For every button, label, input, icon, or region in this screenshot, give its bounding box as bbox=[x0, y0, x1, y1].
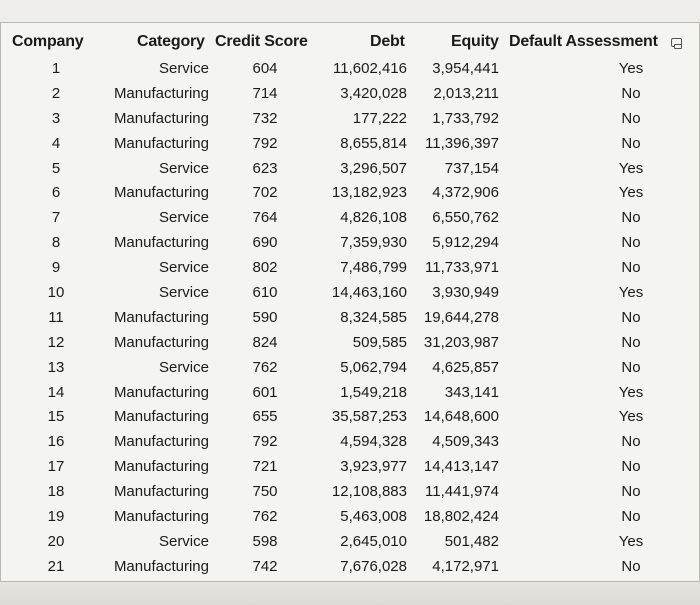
credit-score-cell[interactable]: 714 bbox=[252, 84, 278, 102]
default-assessment-cell[interactable]: No bbox=[621, 234, 641, 252]
debt-cell[interactable]: 509,585 bbox=[352, 333, 407, 351]
debt-cell[interactable]: 13,182,923 bbox=[331, 184, 407, 202]
credit-score-cell[interactable]: 610 bbox=[252, 284, 278, 302]
table-row[interactable] bbox=[1, 455, 700, 480]
credit-score-cell[interactable]: 762 bbox=[252, 358, 278, 376]
category-cell[interactable]: Service bbox=[158, 159, 209, 177]
default-assessment-cell[interactable]: No bbox=[621, 557, 641, 575]
credit-score-cell[interactable]: 792 bbox=[252, 433, 278, 451]
debt-cell[interactable]: 8,324,585 bbox=[340, 308, 407, 326]
default-assessment-cell[interactable]: No bbox=[621, 333, 641, 351]
equity-cell[interactable]: 2,013,211 bbox=[433, 84, 499, 102]
equity-cell[interactable]: 1,733,792 bbox=[432, 109, 499, 127]
company-cell[interactable]: 10 bbox=[47, 284, 65, 302]
debt-cell[interactable]: 4,826,108 bbox=[340, 209, 407, 227]
category-cell[interactable]: Service bbox=[158, 358, 209, 376]
debt-cell[interactable]: 5,463,008 bbox=[340, 508, 407, 526]
credit-score-cell[interactable]: 590 bbox=[252, 308, 278, 326]
equity-cell[interactable]: 14,648,600 bbox=[423, 408, 499, 426]
header-debt[interactable]: Debt bbox=[370, 33, 405, 50]
table-row[interactable] bbox=[1, 206, 700, 231]
credit-score-cell[interactable]: 824 bbox=[252, 333, 278, 351]
equity-cell[interactable]: 5,912,294 bbox=[432, 234, 499, 252]
company-cell[interactable]: 3 bbox=[51, 109, 61, 127]
equity-cell[interactable]: 3,954,441 bbox=[432, 60, 499, 77]
debt-cell[interactable]: 2,645,010 bbox=[340, 532, 407, 550]
category-cell[interactable]: Manufacturing bbox=[113, 333, 209, 351]
category-cell[interactable]: Service bbox=[158, 60, 209, 77]
debt-cell[interactable]: 7,359,930 bbox=[340, 234, 407, 252]
credit-score-cell[interactable]: 623 bbox=[252, 159, 278, 177]
table-row[interactable] bbox=[1, 430, 700, 455]
credit-score-cell[interactable]: 764 bbox=[252, 209, 278, 227]
table-row[interactable] bbox=[1, 331, 700, 356]
company-cell[interactable]: 17 bbox=[47, 458, 65, 476]
debt-cell[interactable]: 7,676,028 bbox=[340, 557, 407, 575]
table-row[interactable] bbox=[1, 405, 700, 430]
bottom-shadow bbox=[0, 583, 700, 605]
credit-score-cell[interactable]: 750 bbox=[252, 483, 278, 501]
header-credit-score[interactable]: Credit Score bbox=[215, 33, 308, 50]
credit-score-cell[interactable]: 598 bbox=[252, 532, 278, 550]
default-assessment-cell[interactable]: No bbox=[621, 259, 641, 277]
company-cell[interactable]: 6 bbox=[51, 184, 61, 202]
company-cell[interactable]: 20 bbox=[47, 532, 65, 550]
credit-score-cell[interactable]: 802 bbox=[252, 259, 278, 277]
table-row[interactable] bbox=[1, 57, 700, 82]
table-body bbox=[1, 57, 700, 580]
credit-score-cell[interactable]: 732 bbox=[252, 109, 278, 127]
default-assessment-cell[interactable]: No bbox=[621, 483, 641, 501]
category-cell[interactable]: Manufacturing bbox=[113, 508, 209, 526]
category-cell[interactable]: Manufacturing bbox=[113, 109, 209, 127]
equity-cell[interactable]: 11,441,974 bbox=[425, 483, 499, 501]
equity-cell[interactable]: 11,733,971 bbox=[425, 259, 499, 277]
default-assessment-cell[interactable]: No bbox=[621, 508, 641, 526]
category-cell[interactable]: Manufacturing bbox=[113, 308, 209, 326]
equity-cell[interactable]: 3,930,949 bbox=[432, 284, 499, 302]
table-row[interactable] bbox=[1, 356, 700, 381]
default-assessment-cell[interactable]: No bbox=[621, 433, 641, 451]
equity-cell[interactable]: 19,644,278 bbox=[423, 308, 499, 326]
debt-cell[interactable]: 14,463,160 bbox=[331, 284, 407, 302]
default-assessment-cell[interactable]: No bbox=[621, 84, 641, 102]
default-assessment-cell[interactable]: No bbox=[621, 134, 641, 152]
company-cell[interactable]: 1 bbox=[51, 60, 61, 77]
debt-cell[interactable]: 5,062,794 bbox=[340, 358, 407, 376]
category-cell[interactable]: Service bbox=[158, 209, 209, 227]
company-cell[interactable]: 21 bbox=[47, 557, 65, 575]
credit-score-cell[interactable]: 655 bbox=[252, 408, 278, 426]
equity-cell[interactable]: 18,802,424 bbox=[423, 508, 499, 526]
company-cell[interactable]: 15 bbox=[47, 408, 65, 426]
debt-cell[interactable]: 3,923,977 bbox=[340, 458, 407, 476]
category-cell[interactable]: Manufacturing bbox=[113, 433, 209, 451]
company-cell[interactable]: 13 bbox=[47, 358, 65, 376]
company-cell[interactable]: 14 bbox=[47, 383, 65, 401]
equity-cell[interactable]: 14,413,147 bbox=[423, 458, 499, 476]
company-cell[interactable]: 7 bbox=[51, 209, 61, 227]
equity-cell[interactable]: 737,154 bbox=[444, 159, 499, 177]
table-row[interactable] bbox=[1, 281, 700, 306]
category-cell[interactable]: Service bbox=[158, 532, 209, 550]
equity-cell[interactable]: 6,550,762 bbox=[432, 209, 499, 227]
debt-cell[interactable]: 1,549,218 bbox=[340, 383, 407, 401]
credit-score-cell[interactable]: 702 bbox=[252, 184, 278, 202]
category-cell[interactable]: Service bbox=[158, 284, 209, 302]
debt-cell[interactable]: 4,594,328 bbox=[340, 433, 407, 451]
table-row[interactable] bbox=[1, 231, 700, 256]
equity-cell[interactable]: 4,372,906 bbox=[432, 184, 499, 202]
debt-cell[interactable]: 3,296,507 bbox=[340, 159, 407, 177]
credit-score-cell[interactable]: 762 bbox=[252, 508, 278, 526]
credit-score-cell[interactable]: 604 bbox=[252, 60, 278, 77]
category-cell[interactable]: Manufacturing bbox=[113, 383, 209, 401]
company-cell[interactable]: 8 bbox=[51, 234, 61, 252]
debt-cell[interactable]: 3,420,028 bbox=[340, 84, 407, 102]
credit-score-cell[interactable]: 792 bbox=[252, 134, 278, 152]
category-cell[interactable]: Service bbox=[158, 259, 209, 277]
default-assessment-cell[interactable]: No bbox=[621, 109, 641, 127]
default-assessment-cell[interactable]: No bbox=[621, 458, 641, 476]
company-cell[interactable]: 2 bbox=[51, 84, 61, 102]
equity-cell[interactable]: 31,203,987 bbox=[423, 333, 499, 351]
default-assessment-cell[interactable]: Yes bbox=[618, 383, 644, 401]
default-assessment-cell[interactable]: Yes bbox=[618, 532, 644, 550]
category-cell[interactable]: Manufacturing bbox=[113, 458, 209, 476]
header-category[interactable]: Category bbox=[137, 33, 205, 50]
table-row[interactable] bbox=[1, 306, 700, 331]
equity-cell[interactable]: 343,141 bbox=[444, 383, 499, 401]
header-company[interactable]: Company bbox=[12, 33, 84, 50]
category-cell[interactable]: Manufacturing bbox=[113, 557, 209, 575]
filter-icon[interactable] bbox=[671, 38, 682, 47]
category-cell[interactable]: Manufacturing bbox=[113, 408, 209, 426]
table-row[interactable] bbox=[1, 82, 700, 107]
default-assessment-cell[interactable]: Yes bbox=[618, 284, 644, 302]
debt-cell[interactable]: 35,587,253 bbox=[331, 408, 407, 426]
company-cell[interactable]: 4 bbox=[51, 134, 61, 152]
table-row[interactable] bbox=[1, 530, 700, 555]
credit-score-cell[interactable]: 742 bbox=[252, 557, 278, 575]
equity-cell[interactable]: 11,396,397 bbox=[425, 134, 499, 152]
default-assessment-cell[interactable]: Yes bbox=[618, 184, 644, 202]
credit-score-cell[interactable]: 721 bbox=[252, 458, 278, 476]
header-default-assessment[interactable]: Default Assessment bbox=[509, 33, 658, 50]
table-row[interactable] bbox=[1, 480, 700, 505]
company-cell[interactable]: 5 bbox=[51, 159, 61, 177]
category-cell[interactable]: Manufacturing bbox=[113, 184, 209, 202]
default-assessment-cell[interactable]: No bbox=[621, 308, 641, 326]
debt-cell[interactable]: 8,655,814 bbox=[340, 134, 407, 152]
equity-cell[interactable]: 501,482 bbox=[444, 532, 499, 550]
equity-cell[interactable]: 4,509,343 bbox=[432, 433, 499, 451]
data-table bbox=[0, 22, 700, 582]
table-row[interactable] bbox=[1, 256, 700, 281]
table-row[interactable] bbox=[1, 181, 700, 206]
default-assessment-cell[interactable]: No bbox=[621, 358, 641, 376]
category-cell[interactable]: Manufacturing bbox=[113, 84, 209, 102]
table-row[interactable] bbox=[1, 381, 700, 406]
category-cell[interactable]: Manufacturing bbox=[113, 134, 209, 152]
default-assessment-cell[interactable]: No bbox=[621, 209, 641, 227]
debt-cell[interactable]: 7,486,799 bbox=[340, 259, 407, 277]
table-row[interactable] bbox=[1, 505, 700, 530]
table-row[interactable] bbox=[1, 157, 700, 182]
table-row[interactable] bbox=[1, 555, 700, 580]
company-cell[interactable]: 9 bbox=[51, 259, 61, 277]
company-cell[interactable]: 16 bbox=[47, 433, 65, 451]
category-cell[interactable]: Manufacturing bbox=[113, 234, 209, 252]
table-row[interactable] bbox=[1, 132, 700, 157]
default-assessment-cell[interactable]: Yes bbox=[618, 159, 644, 177]
credit-score-cell[interactable]: 601 bbox=[252, 383, 278, 401]
debt-cell[interactable]: 177,222 bbox=[352, 109, 407, 127]
company-cell[interactable]: 12 bbox=[47, 333, 65, 351]
company-cell[interactable]: 19 bbox=[47, 508, 65, 526]
header-equity[interactable]: Equity bbox=[451, 33, 499, 50]
credit-score-cell[interactable]: 690 bbox=[252, 234, 278, 252]
debt-cell[interactable]: 12,108,883 bbox=[331, 483, 407, 501]
company-cell[interactable]: 11 bbox=[48, 308, 64, 326]
category-cell[interactable]: Manufacturing bbox=[113, 483, 209, 501]
table-header bbox=[1, 29, 700, 55]
table-row[interactable] bbox=[1, 107, 700, 132]
equity-cell[interactable]: 4,625,857 bbox=[432, 358, 499, 376]
default-assessment-cell[interactable]: Yes bbox=[618, 60, 644, 77]
equity-cell[interactable]: 4,172,971 bbox=[432, 557, 499, 575]
company-cell[interactable]: 18 bbox=[47, 483, 65, 501]
default-assessment-cell[interactable]: Yes bbox=[618, 408, 644, 426]
debt-cell[interactable]: 11,602,416 bbox=[333, 60, 407, 77]
